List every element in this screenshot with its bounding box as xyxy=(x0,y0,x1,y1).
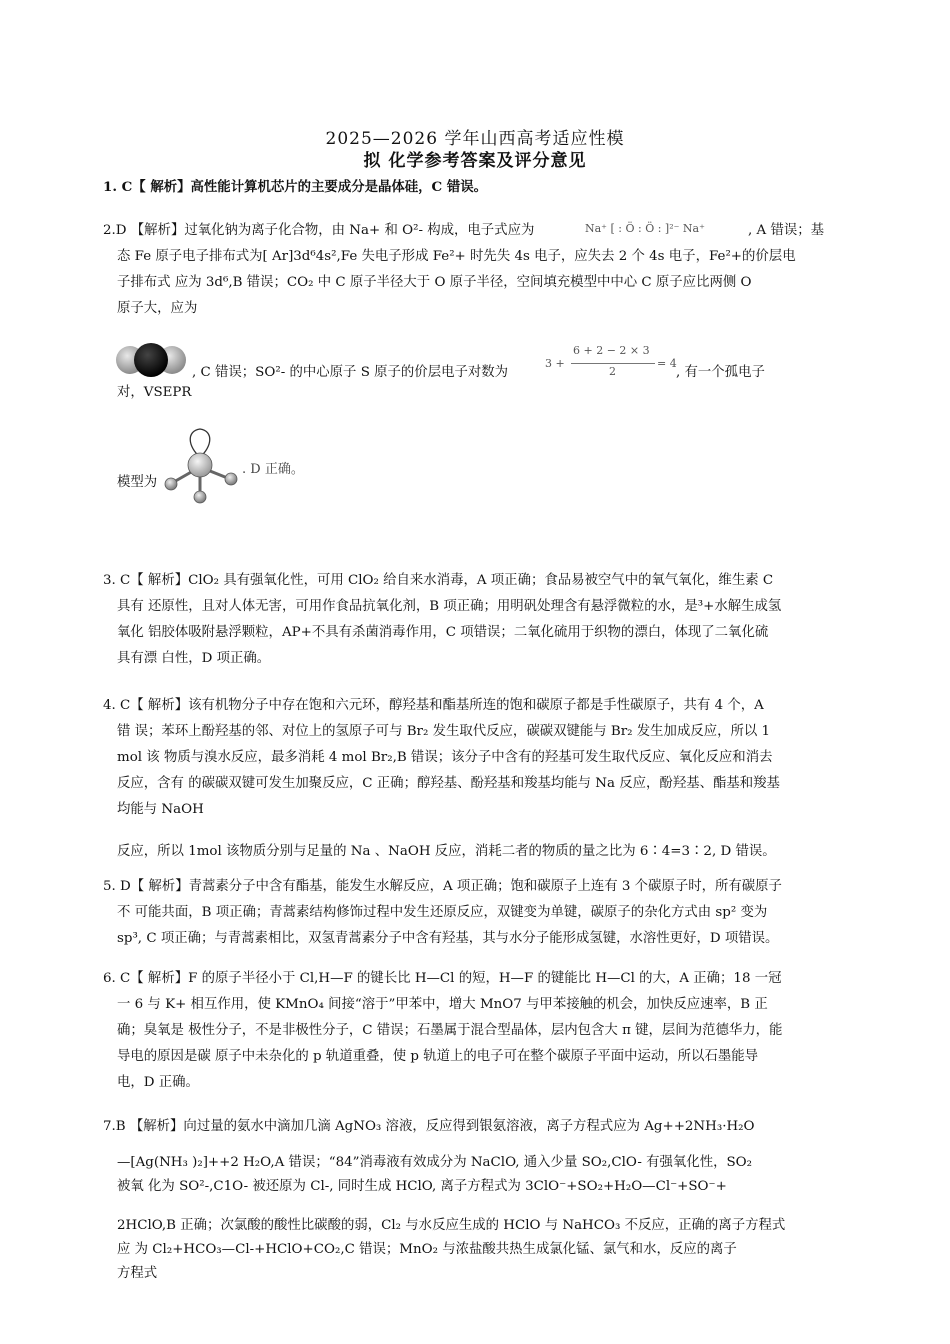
q2-line1a: 2.D 【解析】过氧化钠为离子化合物，由 Na+ 和 O²- 构成，电子式应为 xyxy=(103,223,535,238)
frac-denominator: 2 xyxy=(609,365,616,378)
q2-line5b: , 有一个孤电子 xyxy=(676,365,765,380)
q5-line1: 5. D【 解析】青蒿素分子中含有酯基，能发生水解反应，A 项正确；饱和碳原子上连有 3 个碳原子时，所有碳原子 xyxy=(103,879,782,894)
q7-line2: —[Ag(NH₃ )₂]++2 H₂O,A 错误；“84”消毒液有效成分为 NaClO, 通入少量 SO₂,ClO- 有强氧化性，SO₂ xyxy=(117,1155,753,1170)
q4-line1: 4. C【 解析】该有机物分子中存在饱和六元环，醇羟基和酯基所连的饱和碳原子都是手性碳原子，共有 4 个，A xyxy=(103,698,764,713)
q6-line3: 确；臭氧是 极性分子，不是非极性分子，C 错误；石墨属于混合型晶体，层内包含大 π 键，层间为范德华力，能 xyxy=(117,1023,783,1038)
q7-line3: 被氧 化为 SO²-,C1O- 被还原为 Cl-, 同时生成 HClO, 离子方程式为 3ClO⁻+SO₂+H₂O—Cl⁻+SO⁻+ xyxy=(117,1179,727,1194)
q6-line1: 6. C【 解析】F 的原子半径小于 Cl,H—F 的键长比 H—Cl 的短，H—F 的键能比 H—Cl 的大，A 正确；18 一冠 xyxy=(103,971,782,986)
q6-line4: 导电的原因是碳 原子中未杂化的 p 轨道重叠，使 p 轨道上的电子可在整个碳原子平面中运动，所以石墨能导 xyxy=(117,1049,759,1064)
q2-line6: 对，VSEPR xyxy=(117,385,192,400)
q3-line4: 具有漂 白性，D 项正确。 xyxy=(117,651,271,666)
vsepr-model-image xyxy=(160,425,242,507)
q5-line2: 不 可能共面，B 项正确；青蒿素结构修饰过程中发生还原反应，双键变为单键，碳原子的杂化方式由 sp² 变为 xyxy=(117,905,768,920)
q7-line1: 7.B 【解析】向过量的氨水中滴加几滴 AgNO₃ 溶液，反应得到银氨溶液，离子方程式应为 Ag++2NH₃·H₂O xyxy=(103,1119,755,1134)
q4-line4: 反应，含有 的碳碳双键可发生加聚反应，C 正确；醇羟基、酚羟基和羧基均能与 Na 反应，酚羟基、酯基和羧基 xyxy=(117,776,780,791)
frac-post: = 4 xyxy=(657,357,677,370)
q2-line2: 态 Fe 原子电子排布式为[ Ar]3d⁶4s²,Fe 失电子形成 Fe²+ 时先失 4s 电子，应失去 2 个 4s 电子，Fe²+的价层电 xyxy=(117,249,796,264)
q4-line6: 反应，所以 1mol 该物质分别与足量的 Na 、NaOH 反应，消耗二者的物质的量之比为 6∶4=3∶2, D 错误。 xyxy=(117,844,776,859)
q6-line5: 电，D 正确。 xyxy=(117,1075,199,1090)
doc-title-line2: 拟 化学参考答案及评分意见 xyxy=(363,151,587,171)
q4-line5: 均能与 NaOH xyxy=(117,802,204,817)
q2-line3: 子排布式 应为 3d⁶,B 错误；CO₂ 中 C 原子半径大于 O 原子半径，空间填充模型中中心 C 原子应比两侧 O xyxy=(117,275,752,290)
q2-line4: 原子大，应为 xyxy=(117,301,198,316)
q5-line3: sp³, C 项正确；与青蒿素相比，双氢青蒿素分子中含有羟基，其与水分子能形成氢键，水溶性更好，D 项错误。 xyxy=(117,931,779,946)
q3-line1: 3. C【 解析】ClO₂ 具有强氧化性，可用 ClO₂ 给自来水消毒，A 项正确；食品易被空气中的氧气氧化，维生素 C xyxy=(103,573,774,588)
frac-numerator: 6 + 2 − 2 × 3 xyxy=(573,344,650,357)
q3-line3: 氧化 铝胶体吸附悬浮颗粒，AP+不具有杀菌消毒作用，C 项错误；二氧化硫用于织物的漂白，体现了二氧化硫 xyxy=(117,625,769,640)
q2-line5a: , C 错误；SO²- 的中心原子 S 原子的价层电子对数为 xyxy=(192,365,509,380)
q2-line1b: , A 错误；基 xyxy=(748,223,825,238)
q6-line2: 一 6 与 K+ 相互作用，使 KMnO₄ 间接“溶于”甲苯中，增大 MnO7 与甲苯接触的机会，加快反应速率，B 正 xyxy=(117,997,768,1012)
q2-peroxide-formula: Na⁺ [ : Ö : Ö : ]²⁻ Na⁺ xyxy=(585,222,705,235)
q7-line6: 方程式 xyxy=(117,1266,158,1281)
q2-line7a: 模型为 xyxy=(117,475,158,490)
frac-pre: 3 + xyxy=(545,357,565,370)
q4-line3: mol 该 物质与溴水反应，最多消耗 4 mol Br₂,B 错误；该分子中含有的羟基可发生取代反应、氧化反应和消去 xyxy=(117,750,773,765)
q3-line2: 具有 还原性，且对人体无害，可用作食品抗氧化剂，B 项正确；用明矾处理含有悬浮微粒的水，是³+水解生成氢 xyxy=(117,599,782,614)
q4-line2: 错 误；苯环上酚羟基的邻、对位上的氢原子可与 Br₂ 发生取代反应，碳碳双键能与 Br₂ 发生加成反应，所以 1 xyxy=(117,724,771,739)
frac-bar xyxy=(571,363,655,364)
q1-text: 1. C【 解析】高性能计算机芯片的主要成分是晶体硅，C 错误。 xyxy=(103,179,488,195)
q7-line4: 2HClO,B 正确；次氯酸的酸性比碳酸的弱，Cl₂ 与水反应生成的 HClO 与 NaHCO₃ 不反应，正确的离子方程式 xyxy=(117,1218,786,1233)
q2-line7b: . D 正确。 xyxy=(242,462,304,477)
doc-title-line1: 2025—2026 学年山西高考适应性模 xyxy=(325,129,625,149)
q7-line5: 应 为 Cl₂+HCO₃—Cl-+HClO+CO₂,C 错误；MnO₂ 与浓盐酸共热生成氯化锰、氯气和水，反应的离子 xyxy=(117,1242,737,1257)
co2-space-filling-model xyxy=(114,340,194,380)
